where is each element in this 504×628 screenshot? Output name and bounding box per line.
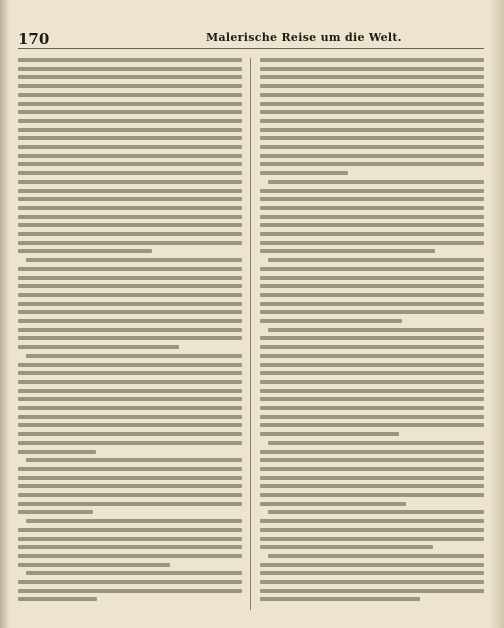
- text-line-placeholder: [18, 345, 179, 349]
- text-line-placeholder: [260, 75, 484, 79]
- text-line-placeholder: [18, 58, 242, 62]
- text-line-placeholder: [260, 502, 406, 506]
- text-line-placeholder: [18, 284, 242, 288]
- text-line-placeholder: [18, 467, 242, 471]
- text-line-placeholder: [18, 110, 242, 114]
- text-line-placeholder: [260, 67, 484, 71]
- text-line-placeholder: [18, 597, 97, 601]
- text-line-placeholder: [26, 458, 242, 462]
- text-line-placeholder: [260, 171, 348, 175]
- text-line-placeholder: [260, 589, 484, 593]
- text-line-placeholder: [18, 493, 242, 497]
- text-line-placeholder: [260, 154, 484, 158]
- text-line-placeholder: [18, 189, 242, 193]
- text-line-placeholder: [18, 145, 242, 149]
- text-line-placeholder: [18, 537, 242, 541]
- text-line-placeholder: [18, 241, 242, 245]
- text-line-placeholder: [260, 363, 484, 367]
- text-line-placeholder: [260, 319, 402, 323]
- text-line-placeholder: [18, 528, 242, 532]
- text-line-placeholder: [260, 484, 484, 488]
- text-line-placeholder: [260, 415, 484, 419]
- page-header: [18, 30, 484, 49]
- text-line-placeholder: [18, 84, 242, 88]
- text-line-placeholder: [260, 467, 484, 471]
- text-line-placeholder: [18, 580, 242, 584]
- text-line-placeholder: [268, 554, 484, 558]
- text-line-placeholder: [18, 267, 242, 271]
- text-line-placeholder: [260, 571, 484, 575]
- text-line-placeholder: [260, 119, 484, 123]
- text-line-placeholder: [260, 145, 484, 149]
- text-line-placeholder: [260, 310, 484, 314]
- text-line-placeholder: [18, 249, 152, 253]
- page-edge: [490, 0, 504, 628]
- text-line-placeholder: [260, 336, 484, 340]
- text-line-placeholder: [260, 545, 433, 549]
- text-line-placeholder: [18, 545, 242, 549]
- text-line-placeholder: [18, 432, 242, 436]
- text-line-placeholder: [260, 102, 484, 106]
- text-line-placeholder: [18, 397, 242, 401]
- text-line-placeholder: [260, 380, 484, 384]
- text-line-placeholder: [18, 380, 242, 384]
- text-line-placeholder: [260, 197, 484, 201]
- text-line-placeholder: [26, 571, 242, 575]
- text-line-placeholder: [18, 510, 93, 514]
- text-line-placeholder: [18, 502, 242, 506]
- text-line-placeholder: [260, 432, 399, 436]
- text-line-placeholder: [18, 162, 242, 166]
- running-title: Malerische Reise um die Welt.: [206, 31, 402, 44]
- text-line-placeholder: [260, 284, 484, 288]
- text-line-placeholder: [260, 93, 484, 97]
- text-line-placeholder: [18, 223, 242, 227]
- text-line-placeholder: [260, 206, 484, 210]
- text-line-placeholder: [268, 258, 484, 262]
- text-line-placeholder: [18, 441, 242, 445]
- text-line-placeholder: [18, 328, 242, 332]
- text-line-placeholder: [18, 93, 242, 97]
- text-line-placeholder: [18, 415, 242, 419]
- text-line-placeholder: [268, 328, 484, 332]
- text-line-placeholder: [18, 276, 242, 280]
- text-line-placeholder: [18, 302, 242, 306]
- text-line-placeholder: [260, 189, 484, 193]
- text-line-placeholder: [18, 102, 242, 106]
- text-line-placeholder: [18, 336, 242, 340]
- text-line-placeholder: [260, 302, 484, 306]
- text-line-placeholder: [18, 75, 242, 79]
- text-line-placeholder: [18, 206, 242, 210]
- text-line-placeholder: [18, 476, 242, 480]
- text-line-placeholder: [260, 354, 484, 358]
- text-line-placeholder: [268, 180, 484, 184]
- text-line-placeholder: [18, 423, 242, 427]
- text-line-placeholder: [260, 563, 484, 567]
- text-line-placeholder: [260, 519, 484, 523]
- text-line-placeholder: [260, 162, 484, 166]
- binding-shadow: [0, 0, 10, 628]
- text-line-placeholder: [18, 310, 242, 314]
- text-line-placeholder: [260, 232, 484, 236]
- text-line-placeholder: [18, 154, 242, 158]
- text-line-placeholder: [18, 171, 242, 175]
- text-line-placeholder: [18, 232, 242, 236]
- text-line-placeholder: [260, 389, 484, 393]
- text-line-placeholder: [18, 215, 242, 219]
- text-line-placeholder: [18, 371, 242, 375]
- text-line-placeholder: [18, 484, 242, 488]
- text-line-placeholder: [18, 319, 242, 323]
- text-line-placeholder: [260, 215, 484, 219]
- text-line-placeholder: [18, 197, 242, 201]
- text-line-placeholder: [26, 258, 242, 262]
- text-line-placeholder: [260, 110, 484, 114]
- text-line-placeholder: [18, 589, 242, 593]
- text-line-placeholder: [18, 363, 242, 367]
- text-line-placeholder: [18, 554, 242, 558]
- text-line-placeholder: [18, 389, 242, 393]
- text-line-placeholder: [18, 563, 170, 567]
- page-number: 170: [18, 30, 50, 48]
- text-line-placeholder: [18, 128, 242, 132]
- text-line-placeholder: [260, 223, 484, 227]
- text-line-placeholder: [260, 58, 484, 62]
- text-line-placeholder: [260, 397, 484, 401]
- text-line-placeholder: [260, 128, 484, 132]
- text-line-placeholder: [260, 406, 484, 410]
- text-line-placeholder: [18, 406, 242, 410]
- text-line-placeholder: [260, 276, 484, 280]
- text-line-placeholder: [260, 537, 484, 541]
- text-line-placeholder: [26, 354, 242, 358]
- text-line-placeholder: [260, 423, 484, 427]
- text-line-placeholder: [260, 84, 484, 88]
- text-line-placeholder: [260, 528, 484, 532]
- text-line-placeholder: [260, 371, 484, 375]
- text-line-placeholder: [260, 597, 420, 601]
- text-line-placeholder: [260, 345, 484, 349]
- text-line-placeholder: [18, 450, 96, 454]
- text-line-placeholder: [18, 67, 242, 71]
- text-line-placeholder: [268, 510, 484, 514]
- text-line-placeholder: [260, 241, 484, 245]
- text-line-placeholder: [18, 293, 242, 297]
- text-line-placeholder: [18, 180, 242, 184]
- text-line-placeholder: [260, 249, 435, 253]
- text-line-placeholder: [260, 458, 484, 462]
- text-line-placeholder: [260, 450, 484, 454]
- text-line-placeholder: [260, 293, 484, 297]
- text-line-placeholder: [260, 580, 484, 584]
- text-line-placeholder: [260, 267, 484, 271]
- text-line-placeholder: [268, 441, 484, 445]
- text-line-placeholder: [260, 136, 484, 140]
- text-line-placeholder: [18, 119, 242, 123]
- text-line-placeholder: [260, 476, 484, 480]
- text-line-placeholder: [18, 136, 242, 140]
- column-divider: [250, 58, 251, 610]
- text-line-placeholder: [26, 519, 242, 523]
- text-line-placeholder: [260, 493, 484, 497]
